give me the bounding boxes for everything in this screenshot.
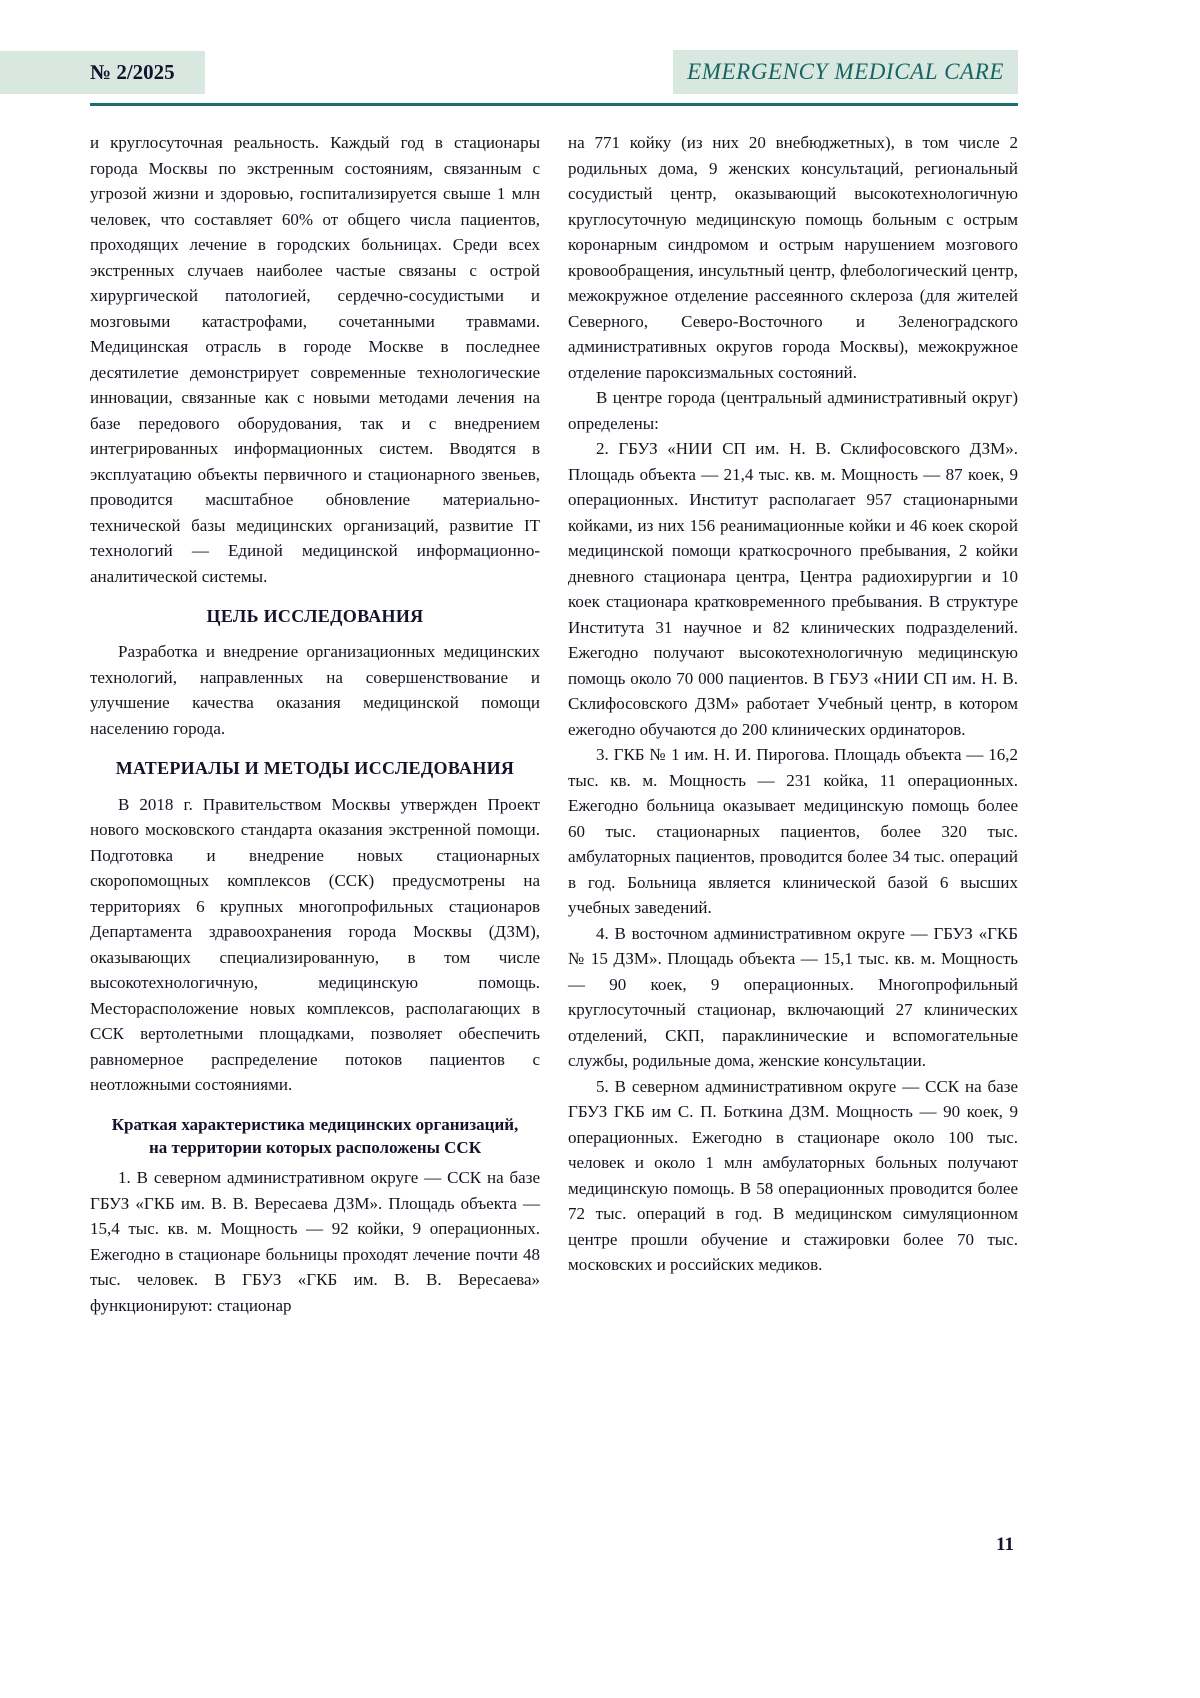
paragraph-item-2: 2. ГБУЗ «НИИ СП им. Н. В. Склифосовского ДЗМ». Площадь объекта — 21,4 тыс. кв. м. Мощность — 87 коек, 9 операционных. Институт располагает 957 стационарными койками, из них 156 реанимационные койки и 46 коек скорой медицинской помощи краткосрочного пребывания, 2 койки дневного стационара центра, Центра радиохирургии и 10 коек стационара кратковременного пребывания. В структуре Института 31 научное и 82 клинических подразделений. Ежегодно получают высокотехнологичную медицинскую помощь около 70 000 пациентов. В ГБУЗ «НИИ СП им. Н. В. Склифосовского ДЗМ» работает Учебный центр, в котором ежегодно обучаются до 200 клинических ординаторов. <box>568 439 1018 739</box>
section-heading-goal: ЦЕЛЬ ИССЛЕДОВАНИЯ <box>206 606 424 626</box>
paragraph-intro-continuation: и круглосуточная реальность. Каждый год в стационары города Москвы по экстренным состояниям, связанным с угрозой жизни и здоровью, госпитализируется свыше 1 млн человек, что составляет 60% от общего числа пациентов, проходящих лечение в городских больницах. Среди всех экстренных случаев наиболее частые связаны с острой хирургической патологией, сердечно-сосудистыми и мозговыми катастрофами, сочетанными травмами. Медицинская отрасль в городе Москве в последнее десятилетие демонстрирует современные технологические инновации, связанные как с новыми методами лечения на базе передового оборудования, так и с внедрением интегрированных информационных систем. Вводятся в эксплуатацию объекты первичного и стационарного звеньев, проводится масштабное обновление материально-технической базы медицинских организаций, развитие IT технологий — Единой медицинской информационно-аналитической системы. <box>90 133 540 586</box>
paragraph-item-5: 5. В северном административном округе — ССК на базе ГБУЗ ГКБ им С. П. Боткина ДЗМ. Мощность — 90 коек, 9 операционных. Ежегодно в стационаре около 100 тыс. человек и около 1 млн амбулаторных больных получают медицинскую помощь. В 58 операционных проводится более 72 тыс. операций в год. В медицинском симуляционном центре прошли обучение и стажировки более 70 тыс. московских и российских медиков. <box>568 1076 1018 1274</box>
journal-title: EMERGENCY MEDICAL CARE <box>673 50 1018 94</box>
two-column-body <box>90 130 1018 1318</box>
issue-label: № 2/2025 <box>0 51 205 94</box>
paragraph-city-center-intro: В центре города (центральный административный округ) определены: <box>568 388 1018 433</box>
right-column <box>568 130 1018 1318</box>
paragraph-methods: В 2018 г. Правительством Москвы утвержден Проект нового московского стандарта оказания экстренной помощи. Подготовка и внедрение новых стационарных скоропомощных комплексов (ССК) предусмотрены на территориях 6 крупных многопрофильных стационаров Департамента здравоохранения города Москвы (ДЗМ), оказывающих специализированную, в том числе высокотехнологичную, медицинскую помощь. Месторасположение новых комплексов, располагающих в ССК вертолетными площадками, позволяет обеспечить равномерное распределение потоков пациентов с неотложными состояниями. <box>90 794 540 1095</box>
paragraph-goal: Разработка и внедрение организационных медицинских технологий, направленных на совершенствование и улучшение качества оказания медицинской помощи населению города. <box>90 642 540 738</box>
subsection-heading-brief-characteristics: Краткая характеристика медицинских организаций, на территории которых расположены ССК <box>111 1114 519 1158</box>
paragraph-item-1-continuation: на 771 койку (из них 20 внебюджетных), в том числе 2 родильных дома, 9 женских консультаций, региональный сосудистый центр, оказывающий высокотехнологичную круглосуточную медицинскую помощь больным с острым коронарным синдромом и острым нарушением мозгового кровообращения, инсультный центр, флебологический центр, межокружное отделение рассеянного склероза (для жителей Северного, Северо-Восточного и Зеленоградского административных округов города Москвы), межокружное отделение пароксизмальных состояний. <box>568 133 1018 382</box>
section-heading-methods: МАТЕРИАЛЫ И МЕТОДЫ ИССЛЕДОВАНИЯ <box>115 758 515 779</box>
paragraph-item-3: 3. ГКБ № 1 им. Н. И. Пирогова. Площадь объекта — 16,2 тыс. кв. м. Мощность — 231 койка, 11 операционных. Ежегодно больница оказывает медицинскую помощь более 60 тыс. стационарных пациентов, более 320 тыс. амбулаторных пациентов, проводится более 34 тыс. операций в год. Больница является клинической базой 6 высших учебных заведений. <box>568 745 1018 917</box>
paragraph-item-1: 1. В северном административном округе — ССК на базе ГБУЗ «ГКБ им. В. В. Вересаева ДЗМ». Площадь объекта — 15,4 тыс. кв. м. Мощность — 92 койки, 9 операционных. Ежегодно в стационаре больницы проходят лечение почти 48 тыс. человек. В ГБУЗ «ГКБ им. В. В. Вересаева» функционируют: стационар <box>90 1168 540 1315</box>
left-column <box>90 130 540 1318</box>
page-number: 11 <box>996 1534 1014 1555</box>
page-header <box>90 50 1018 106</box>
paragraph-item-4: 4. В восточном административном округе — ГБУЗ «ГКБ № 15 ДЗМ». Площадь объекта — 15,1 тыс. кв. м. Мощность — 90 коек, 9 операционных. Многопрофильный круглосуточный стационар, включающий 27 клинических отделений, СКП, параклинические и вспомогательные службы, родильные дома, женские консультации. <box>568 923 1018 1070</box>
